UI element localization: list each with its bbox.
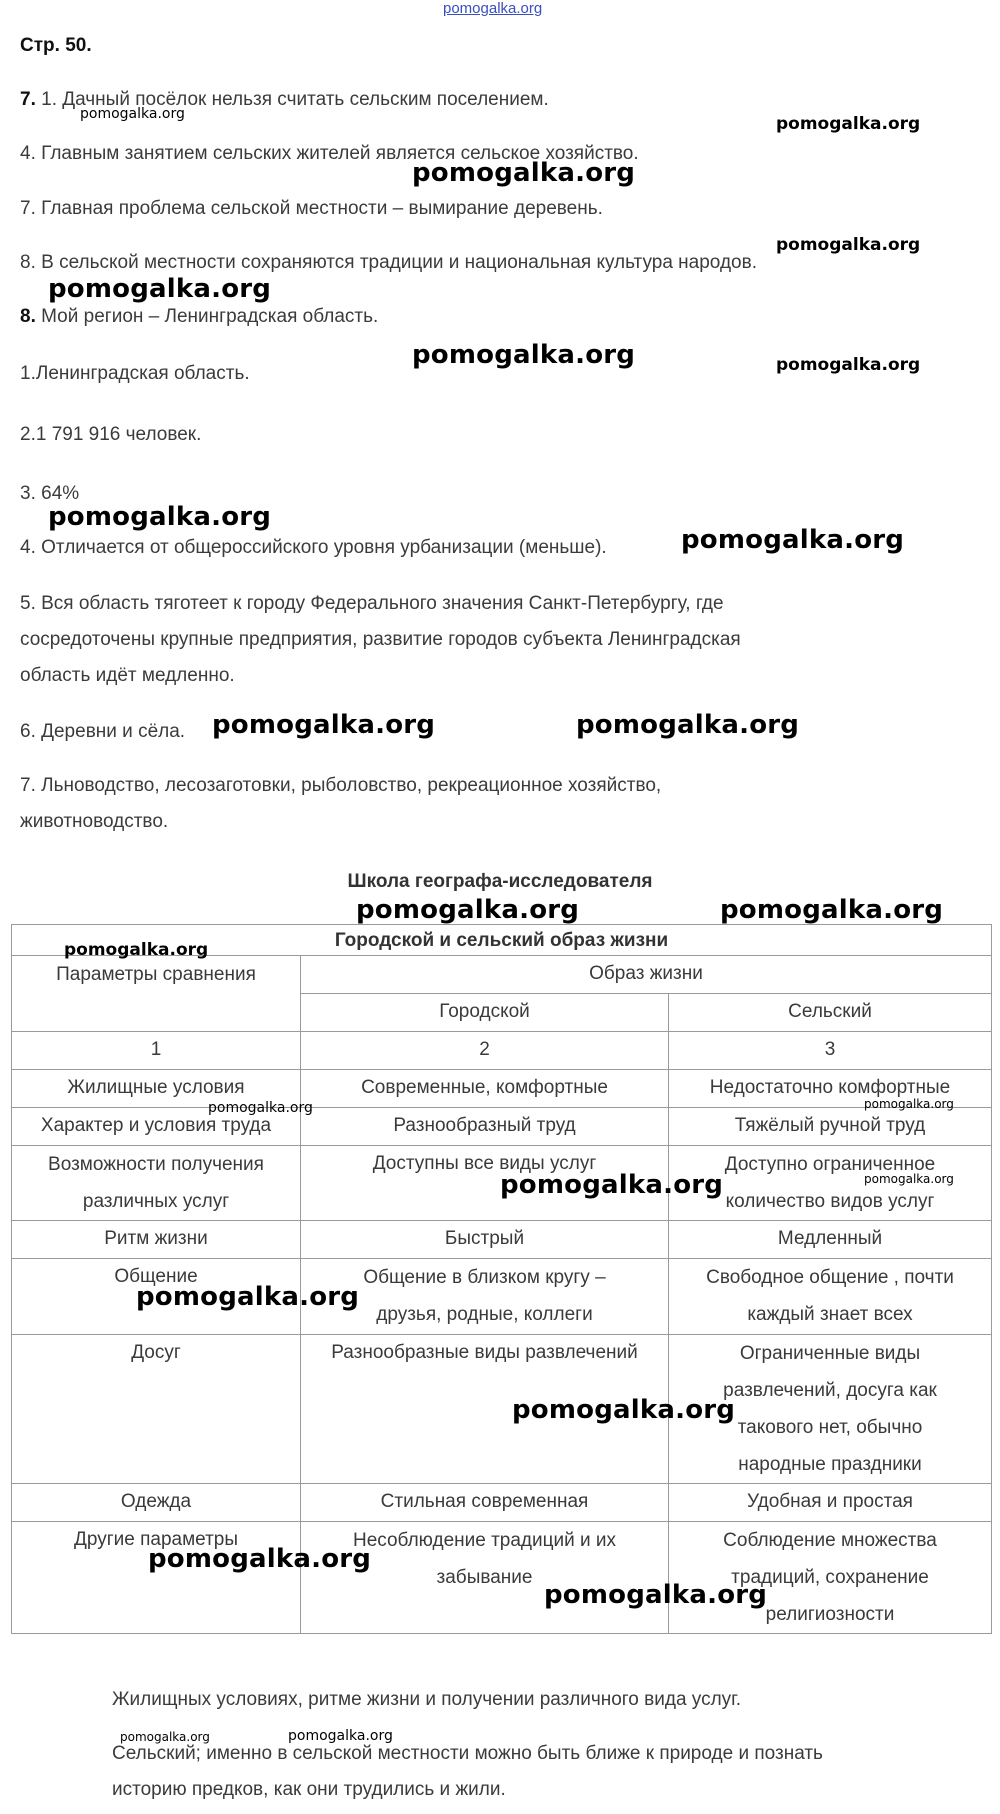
city-cell: Общение в близком кругу – друзья, родные, коллеги [301,1259,669,1335]
q8-answer-3: 3. 64% [20,483,80,504]
watermark: pomogalka.org [776,235,921,255]
rural-cell: Удобная и простая [669,1484,992,1522]
conclusion-line-3: историю предков, как они трудились и жили. [112,1779,506,1800]
watermark: pomogalka.org [212,710,436,740]
q8-intro-text: Мой регион – Ленинградская область. [41,306,379,327]
q8-answer-2: 2.1 791 916 человек. [20,424,202,445]
rural-header: Сельский [669,994,992,1032]
rural-cell: Недостаточно комфортные [669,1070,992,1108]
watermark: pomogalka.org [136,1282,360,1312]
watermark: pomogalka.org [776,114,921,134]
param-header: Параметры сравнения [12,956,301,1032]
q7-item-7: 7. Главная проблема сельской местности – вымирание деревень. [20,198,603,219]
page-reference: Стр. 50. [20,35,92,56]
param-cell: Досуг [12,1335,301,1484]
table-row [12,1108,992,1146]
watermark: pomogalka.org [864,1172,954,1186]
q8-answer-5-line-3: область идёт медленно. [20,665,235,686]
column-number-row [12,1032,992,1070]
watermark: pomogalka.org [512,1395,736,1425]
param-cell: Жилищные условия [12,1070,301,1108]
table-row [12,1221,992,1259]
city-cell: Несоблюдение традиций и их забывание [301,1522,669,1634]
table-caption: Городской и сельский образ жизни [12,925,992,956]
watermark: pomogalka.org [412,158,636,188]
city-cell: Разнообразные виды развлечений [301,1335,669,1484]
watermark: pomogalka.org [80,106,185,122]
param-cell: Характер и условия труда [12,1108,301,1146]
q7-item-1-text: 1. Дачный посёлок нельзя считать сельским поселением. [41,89,549,110]
rural-cell: Свободное общение , почти каждый знает всех [669,1259,992,1335]
table-row [12,1335,992,1484]
city-cell: Быстрый [301,1221,669,1259]
q8-answer-1: 1.Ленинградская область. [20,363,250,384]
watermark: pomogalka.org [500,1170,724,1200]
watermark: pomogalka.org [208,1100,313,1116]
watermark: pomogalka.org [720,895,944,925]
watermark: pomogalka.org [288,1728,393,1744]
param-cell: Ритм жизни [12,1221,301,1259]
conclusion-line-2: Сельский; именно в сельской местности можно быть ближе к природе и познать [112,1743,823,1764]
city-header: Городской [301,994,669,1032]
city-cell: Стильная современная [301,1484,669,1522]
section-title: Школа географа-исследователя [347,871,653,892]
param-cell: Одежда [12,1484,301,1522]
q8-answer-7-line-1: 7. Льноводство, лесозаготовки, рыболовство, рекреационное хозяйство, [20,775,662,796]
table-row [12,1522,992,1634]
q8-intro [20,305,378,329]
city-cell: Современные, комфортные [301,1070,669,1108]
table-header-row [12,956,992,994]
q8-answer-6: 6. Деревни и сёла. [20,721,186,742]
q8-answer-5-line-2: сосредоточены крупные предприятия, развитие городов субъекта Ленинградская [20,629,741,650]
watermark: pomogalka.org [776,355,921,375]
rural-cell: Медленный [669,1221,992,1259]
conclusion-line-1: Жилищных условиях, ритме жизни и получении различного вида услуг. [112,1689,742,1710]
q8-answer-7-line-2: животноводство. [20,811,169,832]
q7-item-4: 4. Главным занятием сельских жителей является сельское хозяйство. [20,143,639,164]
param-cell: Другие параметры [12,1522,301,1634]
rural-cell: Ограниченные виды развлечений, досуга как такового нет, обычно народные праздники [669,1335,992,1484]
col-number: 2 [301,1032,669,1070]
rural-cell: Соблюдение множества традиций, сохранение религиозности [669,1522,992,1634]
watermark: pomogalka.org [681,525,905,555]
q7-item-8: 8. В сельской местности сохраняются традиции и национальная культура народов. [20,252,757,273]
col-number: 3 [669,1032,992,1070]
table-row [12,1484,992,1522]
q8-answer-4: 4. Отличается от общероссийского уровня урбанизации (меньше). [20,537,607,558]
watermark: pomogalka.org [356,895,580,925]
top-watermark-link[interactable]: pomogalka.org [443,0,543,17]
param-cell: Возможности получения различных услуг [12,1146,301,1221]
rural-cell: Доступно ограниченное количество видов услуг [669,1146,992,1221]
watermark: pomogalka.org [48,274,272,304]
col-number: 1 [12,1032,301,1070]
lifestyle-header: Образ жизни [301,956,992,994]
watermark: pomogalka.org [148,1544,372,1574]
comparison-table [11,924,992,1634]
param-cell: Общение [12,1259,301,1335]
watermark: pomogalka.org [576,710,800,740]
watermark: pomogalka.org [64,940,209,960]
rural-cell: Тяжёлый ручной труд [669,1108,992,1146]
watermark: pomogalka.org [120,1730,210,1744]
watermark: pomogalka.org [864,1097,954,1111]
watermark: pomogalka.org [48,502,272,532]
city-cell: Доступны все виды услуг [301,1146,669,1221]
q8-answer-5-line-1: 5. Вся область тяготеет к городу Федерального значения Санкт-Петербургу, где [20,593,724,614]
q8-number: 8. [20,306,36,327]
table-row [12,1070,992,1108]
watermark: pomogalka.org [544,1580,768,1610]
q7-number: 7. [20,89,36,110]
city-cell: Разнообразный труд [301,1108,669,1146]
watermark: pomogalka.org [412,340,636,370]
